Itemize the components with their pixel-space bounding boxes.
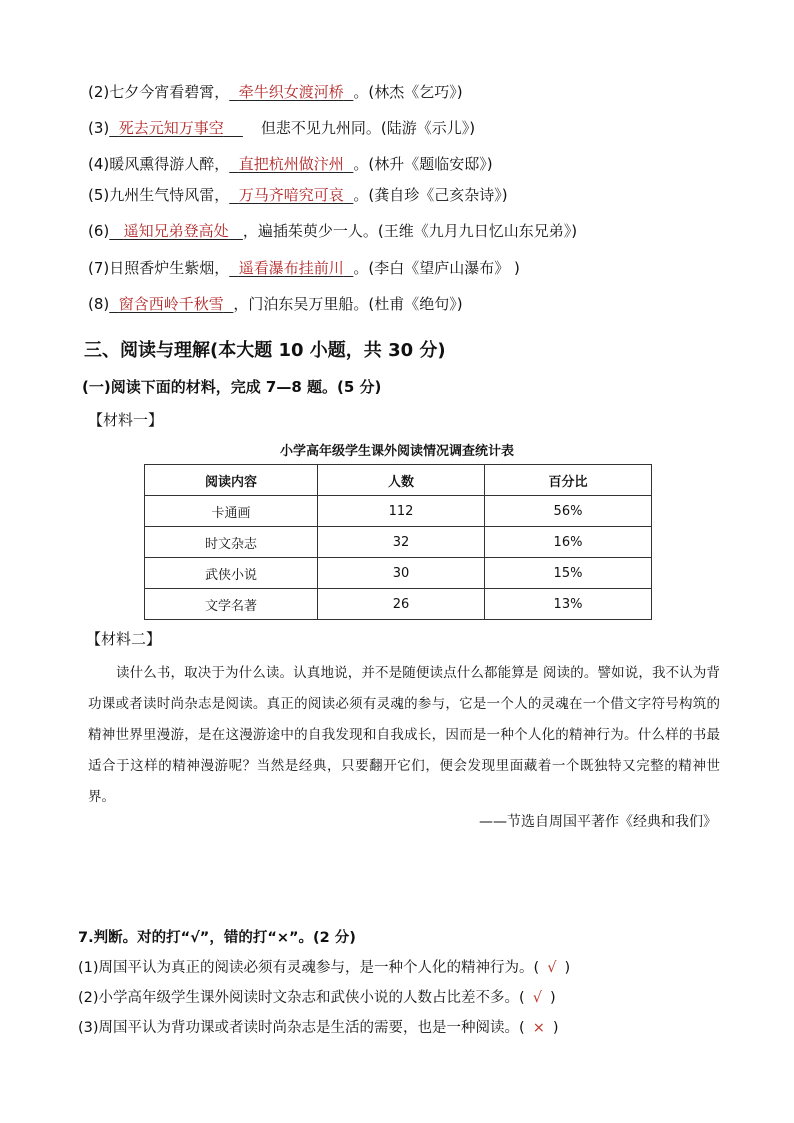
material1-label: 【材料一】 — [88, 411, 164, 429]
answer-text: 直把杭州做汴州 — [238, 155, 344, 173]
table-cell: 30 — [318, 558, 485, 589]
section-title: 三、阅读与理解(本大题 10 小题，共 30 分) — [84, 340, 446, 361]
table-row — [145, 527, 652, 558]
judgement-item: (3)周国平认为背功课或者读时尚杂志是生活的需要，也是一种阅读。( × ) — [78, 1020, 559, 1036]
poem-line: (3) 死去元知万事空 但悲不见九州同。(陆游《示儿》) — [88, 119, 476, 137]
table-cell: 32 — [318, 527, 485, 558]
table-cell: 13% — [485, 589, 652, 620]
table-cell: 文学名著 — [145, 589, 318, 620]
answer-mark: × — [532, 1020, 545, 1036]
table-row — [145, 558, 652, 589]
table-cell: 15% — [485, 558, 652, 589]
poem-line: (2)七夕今宵看碧霄， 牵牛织女渡河桥 。(林杰《乞巧》) — [88, 83, 463, 101]
table-cell: 112 — [318, 496, 485, 527]
table-header-row — [145, 465, 652, 496]
table-row — [145, 496, 652, 527]
answer-text: 万马齐喑究可哀 — [238, 186, 344, 204]
answer-text: 牵牛织女渡河桥 — [238, 83, 344, 101]
poem-line: (6) 遥知兄弟登高处 ，遍插茱萸少一人。(王维《九月九日忆山东兄弟》) — [88, 222, 578, 240]
table-cell: 56% — [485, 496, 652, 527]
essay-paragraph: 读什么书，取决于为什么读。认真地说，并不是随便读点什么都能算是 阅读的。譬如说，我不认为背功课或者读时尚杂志是阅读。真正的阅读必须有灵魂的参与，它是一个人的灵魂在一个借文字符号构筑的精神世界里漫游，是在这漫游途中的自我发现和自我成长，因而是一种个人化的精神行为。什么样的书最适合于这样的精神漫游呢？当然是经典，只要翻开它们，便会发现里面藏着一个既独特又完整的精神世界。 — [88, 665, 720, 805]
answer-mark: √ — [532, 990, 542, 1006]
table-cell: 26 — [318, 589, 485, 620]
poem-line: (5)九州生气恃风雷， 万马齐喑究可哀 。(龚自珍《己亥杂诗》) — [88, 186, 508, 204]
table-cell: 卡通画 — [145, 496, 318, 527]
answer-mark: √ — [547, 960, 557, 976]
poem-line: (4)暖风熏得游人醉， 直把杭州做汴州 。(林升《题临安邸》) — [88, 155, 493, 173]
material2-label: 【材料二】 — [86, 630, 162, 648]
poem-line: (8) 窗含西岭千秋雪 ，门泊东吴万里船。(杜甫《绝句》) — [88, 295, 463, 313]
table-caption: 小学高年级学生课外阅读情况调查统计表 — [279, 444, 514, 459]
table-row — [145, 589, 652, 620]
table-cell: 16% — [485, 527, 652, 558]
header-cell: 阅读内容 — [145, 465, 318, 496]
answer-text: 遥看瀑布挂前川 — [238, 259, 344, 277]
stats-table — [144, 464, 652, 620]
answer-text: 窗含西岭千秋雪 — [118, 295, 224, 313]
answer-text: 死去元知万事空 — [118, 119, 224, 137]
table-cell: 武侠小说 — [145, 558, 318, 589]
answer-text: 遥知兄弟登高处 — [123, 222, 229, 240]
judgement-item: (2)小学高年级学生课外阅读时文杂志和武侠小说的人数占比差不多。( √ ) — [78, 990, 556, 1006]
essay-source: ——节选自周国平著作《经典和我们》 — [479, 814, 717, 830]
question-7-title: 7.判断。对的打“√”，错的打“×”。(2 分) — [78, 930, 356, 946]
header-cell: 百分比 — [485, 465, 652, 496]
judgement-item: (1)周国平认为真正的阅读必须有灵魂参与，是一种个人化的精神行为。( √ ) — [78, 960, 571, 976]
poem-line: (7)日照香炉生紫烟， 遥看瀑布挂前川 。(李白《望庐山瀑布》 ) — [88, 259, 520, 277]
header-cell: 人数 — [318, 465, 485, 496]
part-title: (一)阅读下面的材料，完成 7—8 题。(5 分) — [82, 378, 382, 396]
table-cell: 时文杂志 — [145, 527, 318, 558]
